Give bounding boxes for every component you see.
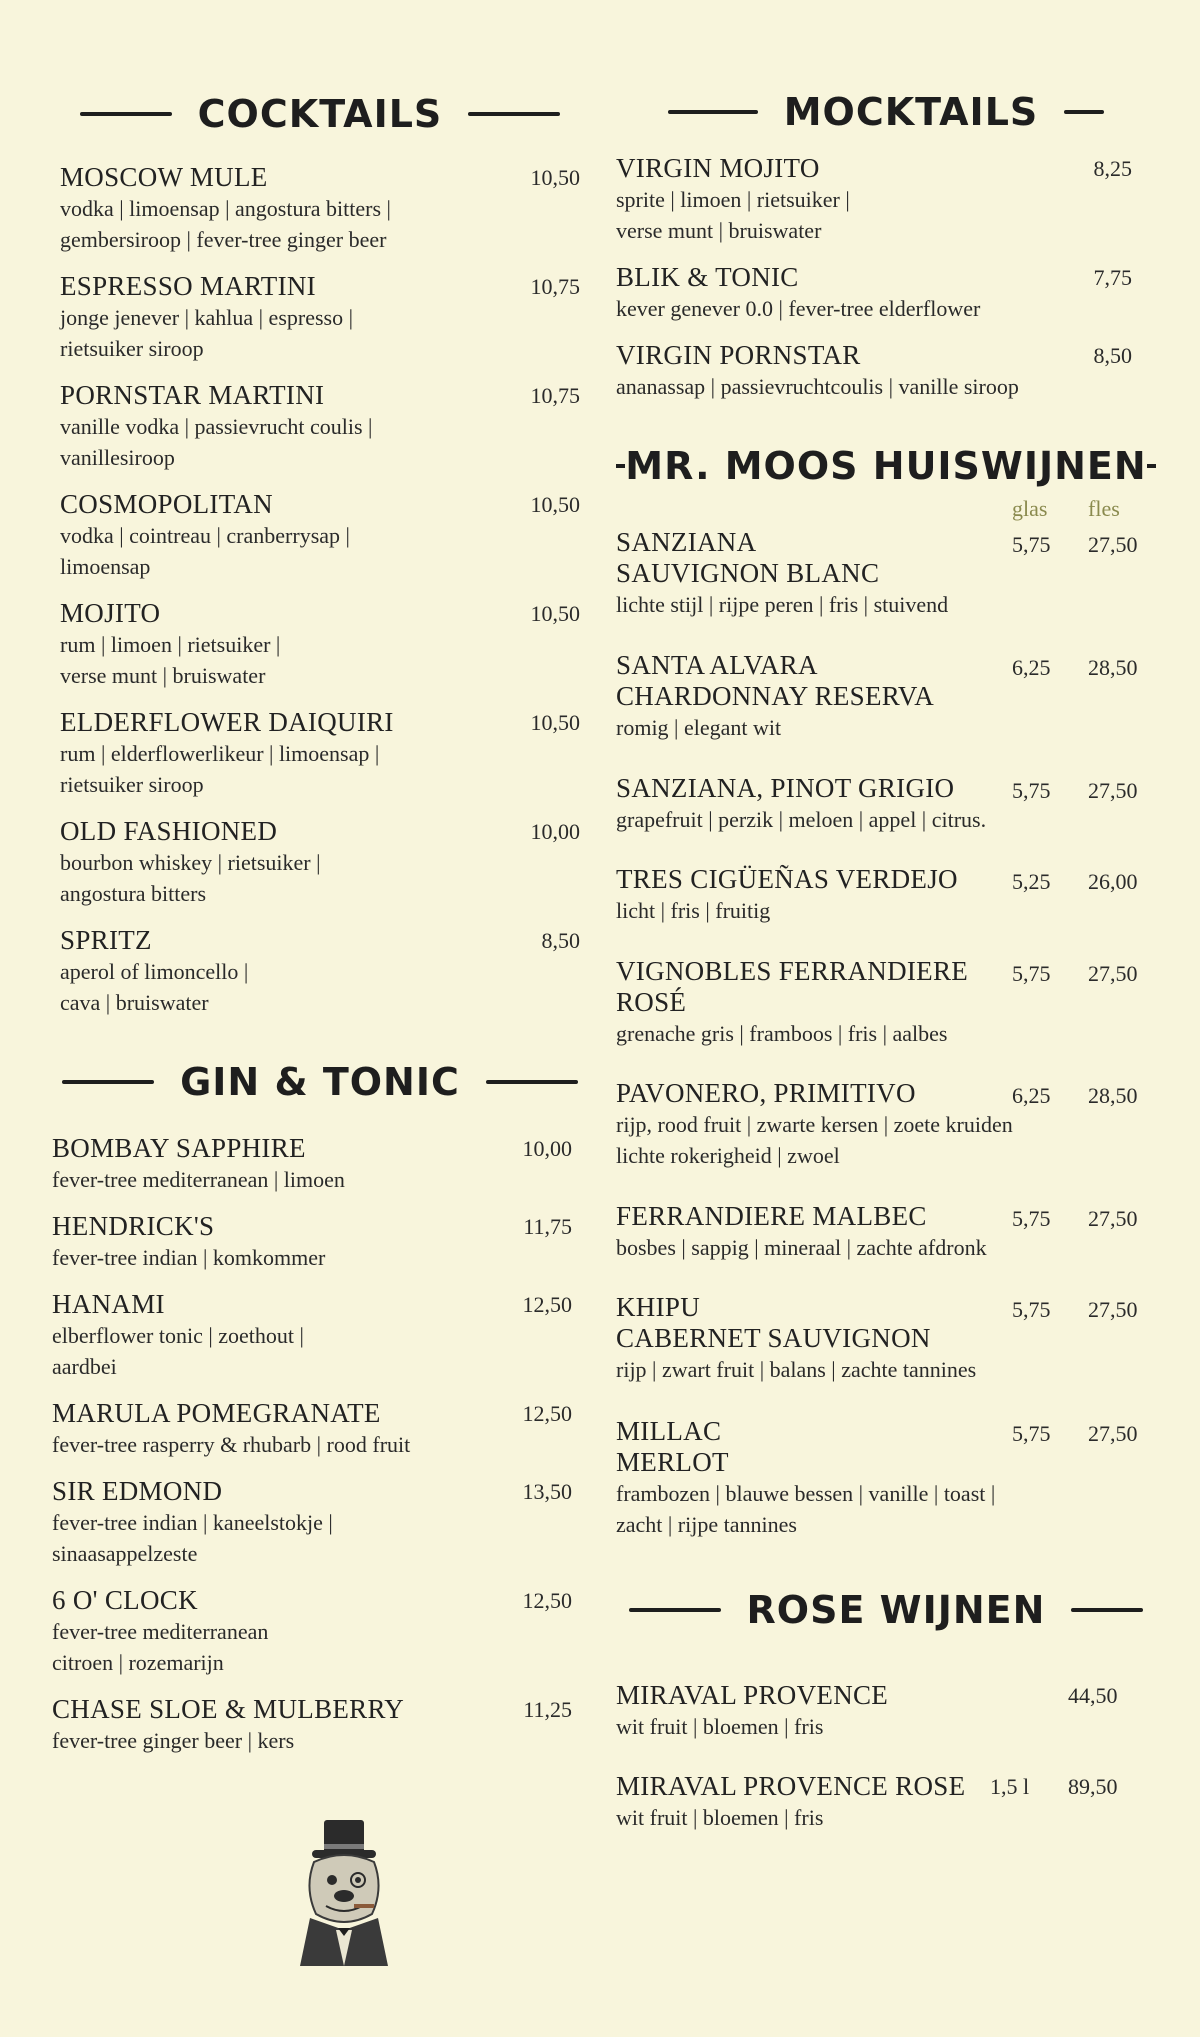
item-name: TRES CIGÜEÑAS VERDEJO bbox=[616, 864, 958, 894]
item-desc: fever-tree indian | kaneelstokje | bbox=[52, 1510, 333, 1535]
item-name: SIR EDMOND bbox=[52, 1476, 223, 1506]
price-bottle: 27,50 bbox=[1088, 532, 1138, 557]
heading-rule bbox=[62, 1080, 154, 1084]
item-name: 6 O' CLOCK bbox=[52, 1585, 198, 1615]
menu-item bbox=[52, 1476, 580, 1569]
item-price: 89,50 bbox=[1068, 1774, 1118, 1799]
item-name: CHASE SLOE & MULBERRY bbox=[52, 1694, 405, 1724]
item-name: VIRGIN MOJITO bbox=[616, 153, 820, 183]
item-price: 10,00 bbox=[530, 819, 580, 844]
item-name: PAVONERO, PRIMITIVO bbox=[616, 1078, 916, 1108]
item-desc: aperol of limoncello | bbox=[60, 959, 249, 984]
item-name: HANAMI bbox=[52, 1289, 165, 1319]
wine-item bbox=[616, 1078, 1156, 1171]
menu-item bbox=[616, 340, 1156, 402]
item-desc: rijp | zwart fruit | balans | zachte tannines bbox=[616, 1357, 977, 1382]
item-desc: rijp, rood fruit | zwarte kersen | zoete kruiden bbox=[616, 1112, 1013, 1137]
price-glass: 5,75 bbox=[1012, 1297, 1051, 1322]
item-desc: bosbes | sappig | mineraal | zachte afdronk bbox=[616, 1235, 987, 1260]
item-desc: verse munt | bruiswater bbox=[60, 663, 266, 688]
item-desc: vodka | cointreau | cranberrysap | bbox=[60, 523, 350, 548]
item-desc: licht | fris | fruitig bbox=[616, 898, 771, 923]
item-desc: romig | elegant wit bbox=[616, 715, 782, 740]
item-name: ELDERFLOWER DAIQUIRI bbox=[60, 707, 394, 737]
item-price: 13,50 bbox=[522, 1479, 572, 1504]
menu-item bbox=[52, 1398, 580, 1460]
heading-rule bbox=[1147, 464, 1156, 468]
menu-item bbox=[52, 1585, 580, 1678]
price-glass: 6,25 bbox=[1012, 655, 1051, 680]
item-name: VIRGIN PORNSTAR bbox=[616, 340, 861, 370]
rose-title: ROSE WIJNEN bbox=[746, 1588, 1046, 1632]
price-bottle: 27,50 bbox=[1088, 1206, 1138, 1231]
item-price: 12,50 bbox=[522, 1401, 572, 1426]
item-desc: zacht | rijpe tannines bbox=[616, 1512, 797, 1537]
cocktails-title: COCKTAILS bbox=[197, 92, 443, 136]
item-desc: jonge jenever | kahlua | espresso | bbox=[60, 305, 354, 330]
wine-item bbox=[616, 650, 1156, 743]
item-desc: limoensap bbox=[60, 554, 151, 579]
item-desc: rietsuiker siroop bbox=[60, 336, 204, 361]
menu-item bbox=[60, 925, 580, 1018]
item-price: 10,75 bbox=[530, 274, 580, 299]
item-price: 12,50 bbox=[522, 1292, 572, 1317]
menu-item bbox=[60, 816, 580, 909]
item-price: 10,50 bbox=[530, 601, 580, 626]
item-desc: cava | bruiswater bbox=[60, 990, 209, 1015]
item-desc: rum | elderflowerlikeur | limoensap | bbox=[60, 741, 380, 766]
heading-rule bbox=[1064, 110, 1104, 114]
price-bottle: 27,50 bbox=[1088, 778, 1138, 803]
item-desc: citroen | rozemarijn bbox=[52, 1650, 224, 1675]
heading-rule bbox=[468, 112, 560, 116]
bulldog-mascot-icon bbox=[296, 1818, 392, 1966]
item-name: FERRANDIERE MALBEC bbox=[616, 1201, 927, 1231]
price-bottle: 28,50 bbox=[1088, 1083, 1138, 1108]
menu-item bbox=[60, 707, 580, 800]
menu-item bbox=[616, 262, 1156, 324]
price-glass: 5,25 bbox=[1012, 869, 1051, 894]
item-desc: lichte rokerigheid | zwoel bbox=[616, 1143, 840, 1168]
item-name: MIRAVAL PROVENCE ROSE bbox=[616, 1771, 966, 1801]
item-name: MOJITO bbox=[60, 598, 161, 628]
item-desc: wit fruit | bloemen | fris bbox=[616, 1805, 824, 1830]
menu-item bbox=[60, 162, 580, 255]
item-desc: rietsuiker siroop bbox=[60, 772, 204, 797]
item-name: MOSCOW MULE bbox=[60, 162, 268, 192]
heading-rule bbox=[616, 464, 625, 468]
item-desc: rum | limoen | rietsuiker | bbox=[60, 632, 281, 657]
item-price: 12,50 bbox=[522, 1588, 572, 1613]
item-desc: grenache gris | framboos | fris | aalbes bbox=[616, 1021, 948, 1046]
item-desc: vodka | limoensap | angostura bitters | bbox=[60, 196, 391, 221]
wine-item bbox=[616, 864, 1156, 926]
item-price: 10,00 bbox=[522, 1136, 572, 1161]
item-name: SPRITZ bbox=[60, 925, 152, 955]
item-desc: verse munt | bruiswater bbox=[616, 218, 822, 243]
item-price: 8,50 bbox=[541, 928, 580, 953]
menu-item bbox=[60, 380, 580, 473]
item-desc: bourbon whiskey | rietsuiker | bbox=[60, 850, 321, 875]
item-price: 11,25 bbox=[523, 1697, 572, 1722]
menu-item bbox=[52, 1289, 580, 1382]
item-name: KHIPU bbox=[616, 1292, 701, 1322]
heading-rule bbox=[629, 1608, 721, 1612]
item-name: CABERNET SAUVIGNON bbox=[616, 1323, 931, 1353]
gin-tonic-title: GIN & TONIC bbox=[180, 1060, 460, 1104]
wine-item bbox=[616, 956, 1156, 1049]
wine-item bbox=[616, 1416, 1156, 1540]
price-glass: 5,75 bbox=[1012, 532, 1051, 557]
item-desc: elberflower tonic | zoethout | bbox=[52, 1323, 304, 1348]
item-name: COSMOPOLITAN bbox=[60, 489, 273, 519]
price-glass: 5,75 bbox=[1012, 778, 1051, 803]
item-name: HENDRICK'S bbox=[52, 1211, 215, 1241]
item-desc: sinaasappelzeste bbox=[52, 1541, 198, 1566]
item-desc: fever-tree ginger beer | kers bbox=[52, 1728, 295, 1753]
item-price: 8,50 bbox=[1093, 343, 1132, 368]
heading-rule bbox=[80, 112, 172, 116]
item-name: SANTA ALVARA bbox=[616, 650, 818, 680]
mocktails-title: MOCKTAILS bbox=[783, 90, 1039, 134]
item-desc: frambozen | blauwe bessen | vanille | toast | bbox=[616, 1481, 996, 1506]
item-name: SAUVIGNON BLANC bbox=[616, 558, 880, 588]
huiswijnen-heading bbox=[616, 444, 1156, 488]
item-price: 10,75 bbox=[530, 383, 580, 408]
menu-item bbox=[52, 1211, 580, 1273]
item-price: 8,25 bbox=[1093, 156, 1132, 181]
item-desc: angostura bitters bbox=[60, 881, 207, 906]
column-header-fles: fles bbox=[1088, 496, 1120, 521]
item-name: SANZIANA, PINOT GRIGIO bbox=[616, 773, 955, 803]
price-bottle: 27,50 bbox=[1088, 961, 1138, 986]
item-name: MILLAC bbox=[616, 1416, 722, 1446]
menu-item bbox=[616, 153, 1156, 246]
wine-item bbox=[616, 1201, 1156, 1263]
item-desc: wit fruit | bloemen | fris bbox=[616, 1714, 824, 1739]
heading-rule bbox=[486, 1080, 578, 1084]
item-name: PORNSTAR MARTINI bbox=[60, 380, 325, 410]
item-desc: ananassap | passievruchtcoulis | vanille siroop bbox=[616, 374, 1019, 399]
item-desc: vanille vodka | passievrucht coulis | bbox=[60, 414, 373, 439]
item-price: 10,50 bbox=[530, 165, 580, 190]
item-price: 10,50 bbox=[530, 710, 580, 735]
item-desc: kever genever 0.0 | fever-tree elderflower bbox=[616, 296, 981, 321]
item-name: CHARDONNAY RESERVA bbox=[616, 681, 935, 711]
menu-item bbox=[616, 1771, 1156, 1833]
item-desc: grapefruit | perzik | meloen | appel | citrus. bbox=[616, 807, 987, 832]
item-name: VIGNOBLES FERRANDIERE bbox=[616, 956, 969, 986]
price-bottle: 27,50 bbox=[1088, 1421, 1138, 1446]
item-price: 44,50 bbox=[1068, 1683, 1118, 1708]
menu-item bbox=[60, 598, 580, 691]
menu-item bbox=[60, 489, 580, 582]
gin-tonic-heading bbox=[60, 1060, 580, 1104]
item-desc: fever-tree mediterranean | limoen bbox=[52, 1167, 345, 1192]
item-name: MARULA POMEGRANATE bbox=[52, 1398, 381, 1428]
price-glass: 5,75 bbox=[1012, 1421, 1051, 1446]
item-name: BOMBAY SAPPHIRE bbox=[52, 1133, 306, 1163]
price-bottle: 28,50 bbox=[1088, 655, 1138, 680]
item-desc: fever-tree rasperry & rhubarb | rood fruit bbox=[52, 1432, 411, 1457]
item-name: SANZIANA bbox=[616, 527, 757, 557]
menu-item bbox=[52, 1694, 580, 1756]
item-desc: gembersiroop | fever-tree ginger beer bbox=[60, 227, 387, 252]
item-name: ESPRESSO MARTINI bbox=[60, 271, 316, 301]
menu-item bbox=[52, 1133, 580, 1195]
heading-rule bbox=[1071, 1608, 1143, 1612]
item-desc: sprite | limoen | rietsuiker | bbox=[616, 187, 850, 212]
price-bottle: 26,00 bbox=[1088, 869, 1138, 894]
wine-item bbox=[616, 773, 1156, 835]
item-size: 1,5 l bbox=[990, 1774, 1030, 1799]
heading-rule bbox=[668, 110, 758, 114]
item-name: MERLOT bbox=[616, 1447, 729, 1477]
price-bottle: 27,50 bbox=[1088, 1297, 1138, 1322]
cocktails-heading bbox=[60, 92, 580, 136]
item-price: 11,75 bbox=[523, 1214, 572, 1239]
item-desc: vanillesiroop bbox=[60, 445, 175, 470]
price-glass: 6,25 bbox=[1012, 1083, 1051, 1108]
mocktails-heading bbox=[616, 90, 1156, 134]
item-name: OLD FASHIONED bbox=[60, 816, 278, 846]
huiswijnen-title: MR. MOOS HUISWIJNEN bbox=[625, 444, 1147, 488]
item-name: BLIK & TONIC bbox=[616, 262, 799, 292]
item-desc: aardbei bbox=[52, 1354, 117, 1379]
item-desc: lichte stijl | rijpe peren | fris | stuivend bbox=[616, 592, 949, 617]
item-name: MIRAVAL PROVENCE bbox=[616, 1680, 889, 1710]
wine-item bbox=[616, 1292, 1156, 1385]
item-name: ROSÉ bbox=[616, 987, 687, 1017]
item-desc: fever-tree mediterranean bbox=[52, 1619, 269, 1644]
item-price: 10,50 bbox=[530, 492, 580, 517]
price-glass: 5,75 bbox=[1012, 1206, 1051, 1231]
column-header-glas: glas bbox=[1012, 496, 1048, 521]
wine-item bbox=[616, 527, 1156, 620]
menu-item bbox=[616, 1680, 1156, 1742]
item-price: 7,75 bbox=[1093, 265, 1132, 290]
menu-item bbox=[60, 271, 580, 364]
price-glass: 5,75 bbox=[1012, 961, 1051, 986]
rose-heading bbox=[616, 1588, 1156, 1632]
item-desc: fever-tree indian | komkommer bbox=[52, 1245, 326, 1270]
